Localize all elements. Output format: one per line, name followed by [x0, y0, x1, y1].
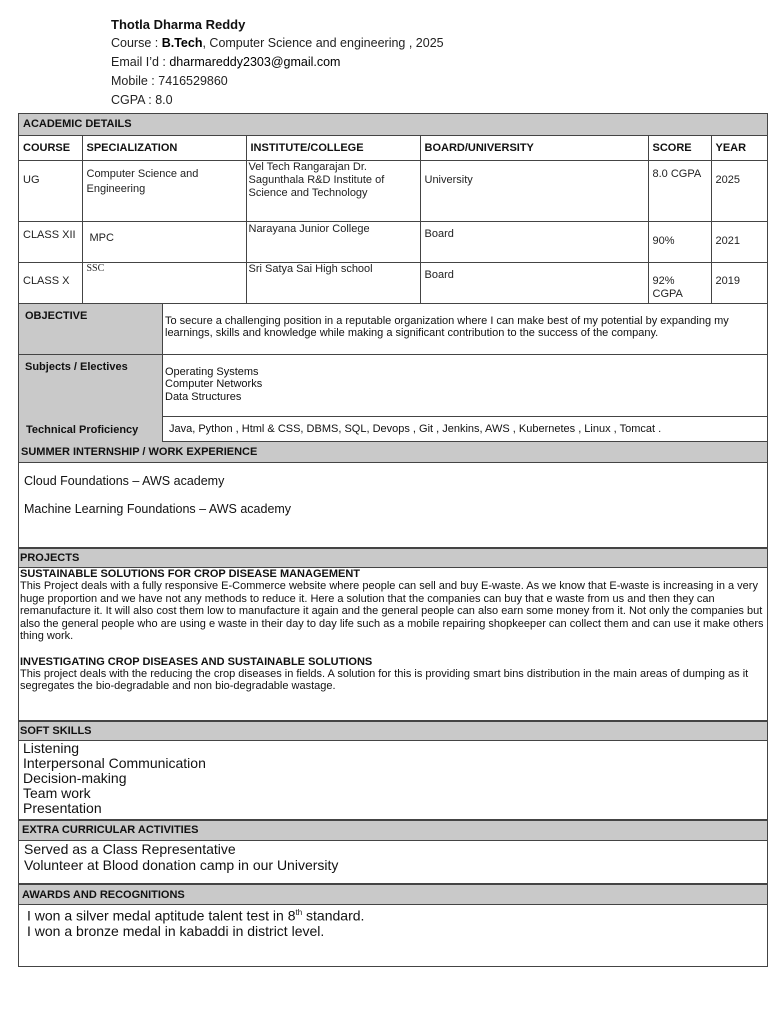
row-score: 92% CGPA: [648, 262, 711, 303]
subjects-label: Subjects / Electives: [25, 360, 128, 373]
technical-text: Java, Python , Html & CSS, DBMS, SQL, Devops , Git , Jenkins, AWS , Kubernetes , Linux , Tomcat .: [169, 422, 662, 435]
col-year: YEAR: [711, 136, 768, 160]
table-row: [19, 262, 768, 303]
projects-list: [19, 568, 767, 693]
list-item: Served as a Class Representative: [24, 841, 236, 857]
subjects-technical-labels: [19, 355, 163, 442]
internship-list: [19, 463, 767, 517]
row-year: 2021: [711, 221, 768, 262]
soft-skills-list: [19, 741, 767, 816]
soft-skills-section: [18, 721, 768, 820]
objective-label: OBJECTIVE: [19, 304, 163, 354]
course-detail: , Computer Science and engineering , 2025: [202, 36, 444, 50]
row-specialization: MPC: [82, 221, 246, 262]
extra-curricular-list: [19, 841, 767, 873]
list-item: Computer Networks: [165, 378, 263, 390]
col-score: SCORE: [648, 136, 711, 160]
email-value[interactable]: dharmareddy2303@gmail.com: [169, 55, 341, 69]
table-row: [19, 221, 768, 262]
email-label: Email I’d :: [111, 55, 170, 69]
row-board: Board: [420, 262, 648, 303]
academic-table: [19, 136, 768, 304]
objective-row: [19, 304, 767, 355]
internship-title: SUMMER INTERNSHIP / WORK EXPERIENCE: [19, 442, 767, 463]
candidate-name: Thotla Dharma Reddy: [111, 17, 246, 32]
course-label: Course :: [111, 36, 162, 50]
project-title: SUSTAINABLE SOLUTIONS FOR CROP DISEASE MANAGEMENT: [20, 568, 361, 580]
row-institute: Narayana Junior College: [246, 221, 420, 262]
award-superscript: th: [295, 908, 303, 917]
list-item: Listening: [23, 740, 80, 756]
table-row: [19, 160, 768, 221]
list-item: Decision-making: [23, 770, 127, 786]
list-item: Presentation: [23, 800, 102, 816]
award-text: I won a silver medal aptitude talent test in 8: [27, 907, 296, 924]
project-title: INVESTIGATING CROP DISEASES AND SUSTAINABLE SOLUTIONS: [20, 655, 373, 668]
soft-skills-title: SOFT SKILLS: [19, 721, 767, 741]
academic-title: ACADEMIC DETAILS: [19, 114, 767, 136]
row-specialization: Computer Science and Engineering: [82, 160, 246, 221]
subjects-technical-block: [19, 355, 767, 442]
list-item: Team work: [23, 785, 91, 801]
list-item: Volunteer at Blood donation camp in our University: [24, 857, 339, 873]
row-year: 2025: [711, 160, 768, 221]
list-item: Machine Learning Foundations – AWS academy: [24, 502, 292, 516]
row-year: 2019: [711, 262, 768, 303]
row-course: CLASS XII: [19, 221, 82, 262]
row-specialization: SSC: [82, 262, 246, 303]
project-description: This Project deals with a fully responsive E-Commerce website where people can sell and buy E-waste. As we know that E-waste is increasing in a very huge proportion and we have not any methods to reduce it. Here a solution that the companies can buy that e waste from us and then they can remanufacture it. It will also cost them low to manufacture it again and the general people can also earn some money from it. Not only the companies but also the general people who are using e waste in their day to day life such as a mobile repairing shopkeeper can collect them and can use it make others thing work.: [20, 580, 764, 642]
academic-header-row: [19, 136, 768, 160]
list-item: Operating Systems: [165, 365, 259, 378]
project-description: This project deals with the reducing the crop diseases in fields. A solution for this is providing smart bins distribution in the main areas of dumping as it segregates the bio-degradable and non bio-degradable wastage.: [20, 667, 749, 692]
row-institute: Vel Tech Rangarajan Dr. Sagunthala R&D Institute of Science and Technology: [246, 160, 420, 221]
row-score: 8.0 CGPA: [648, 160, 711, 221]
row-board: Board: [420, 221, 648, 262]
extra-curricular-title: EXTRA CURRICULAR ACTIVITIES: [19, 821, 767, 841]
list-item: I won a bronze medal in kabaddi in district level.: [27, 922, 325, 939]
row-institute: Sri Satya Sai High school: [246, 262, 420, 303]
subjects-list: [163, 355, 767, 417]
projects-section: [18, 548, 768, 721]
course-degree: B.Tech: [161, 36, 203, 50]
list-item: Interpersonal Communication: [23, 755, 206, 771]
list-item: [27, 905, 759, 924]
awards-list: [19, 905, 767, 939]
col-board: BOARD/UNIVERSITY: [420, 136, 648, 160]
list-item: Data Structures: [165, 390, 242, 403]
award-text-end: standard.: [302, 907, 365, 924]
cgpa-line: CGPA : 8.0: [111, 93, 173, 107]
resume-header: [111, 16, 444, 110]
col-specialization: SPECIALIZATION: [82, 136, 246, 160]
course-line: [111, 34, 444, 53]
mobile-line: Mobile : 7416529860: [111, 74, 228, 88]
internship-section: [18, 442, 768, 548]
awards-section: [18, 884, 768, 967]
extra-curricular-section: [18, 820, 768, 884]
subjects-technical-values: [163, 355, 767, 442]
technical-label: Technical Proficiency: [26, 423, 139, 436]
email-line: [111, 53, 444, 72]
col-institute: INSTITUTE/COLLEGE: [246, 136, 420, 160]
row-course: CLASS X: [19, 262, 82, 303]
academic-section: [18, 113, 768, 442]
row-course: UG: [19, 160, 82, 221]
projects-title: PROJECTS: [19, 548, 767, 568]
objective-text: To secure a challenging position in a reputable organization where I can make best of my potential by expanding my learnings, skills and knowledge while making a significant contribution to the success of the company.: [165, 314, 729, 339]
col-course: COURSE: [19, 136, 82, 160]
row-board: University: [420, 160, 648, 221]
list-item: Cloud Foundations – AWS academy: [24, 474, 225, 488]
awards-title: AWARDS AND RECOGNITIONS: [19, 884, 767, 905]
row-score: 90%: [648, 221, 711, 262]
